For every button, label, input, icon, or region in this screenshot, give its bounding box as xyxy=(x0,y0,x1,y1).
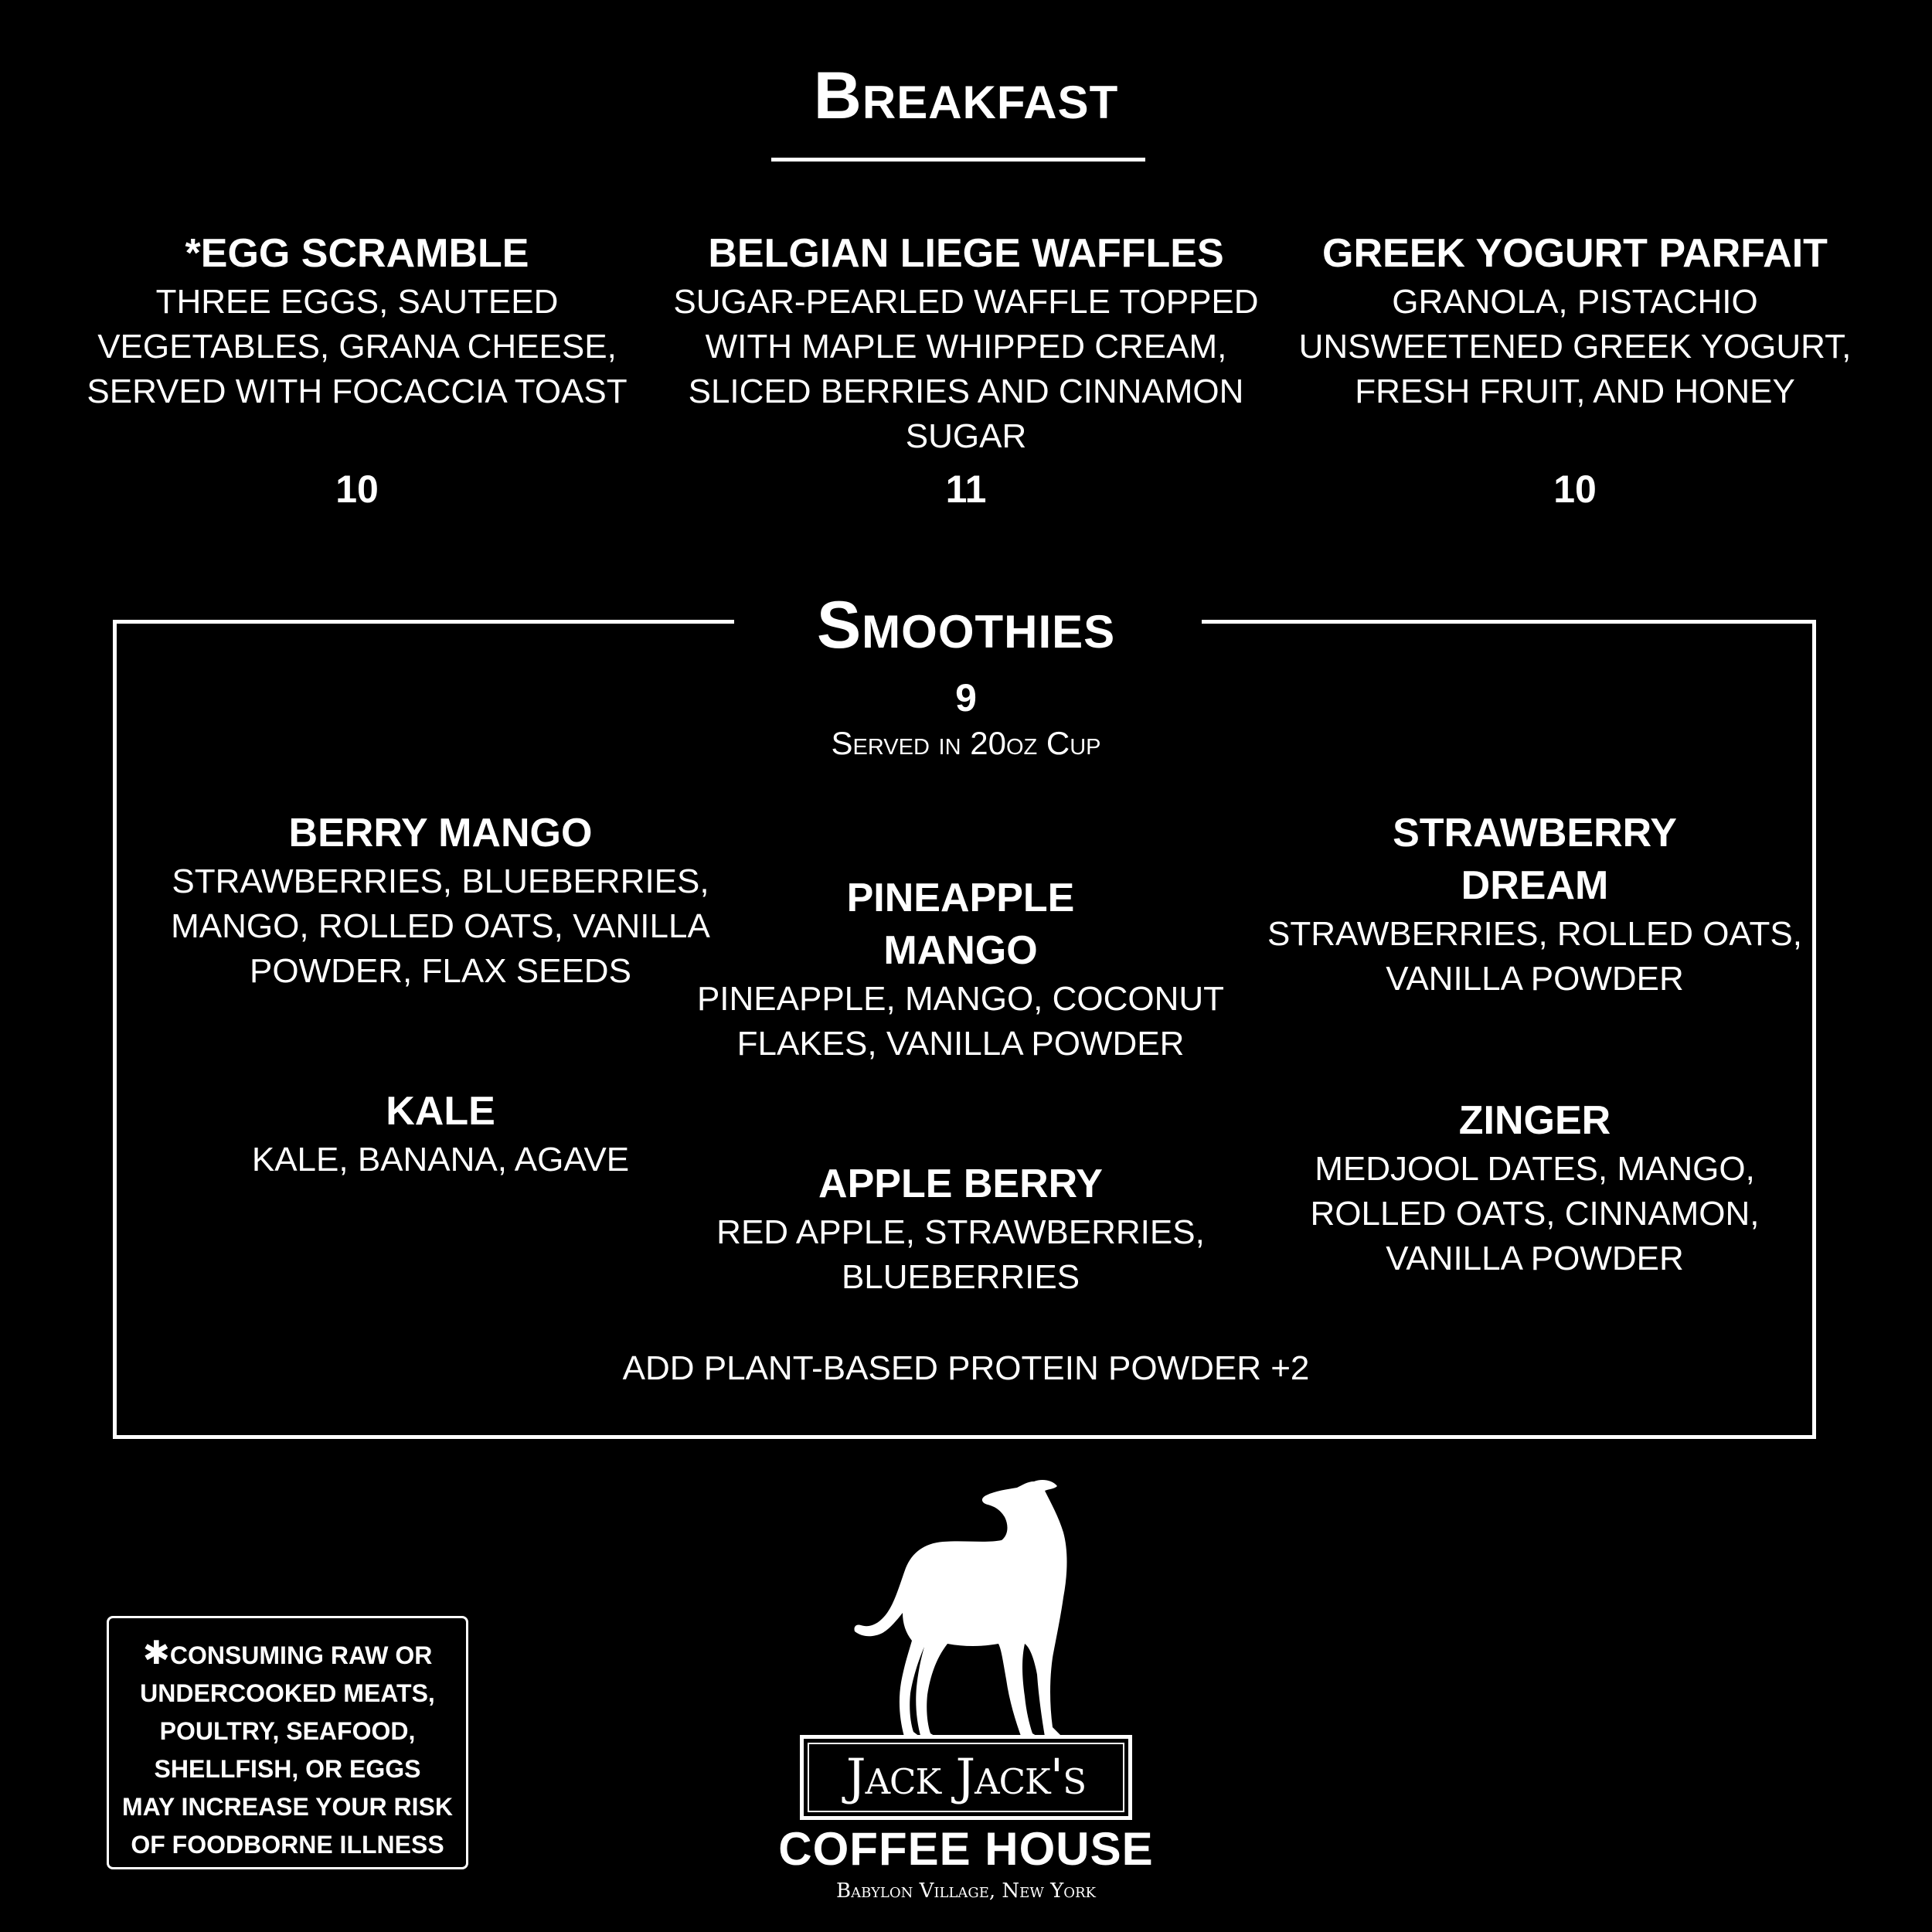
item-name: DREAM xyxy=(1461,863,1609,908)
item-desc-line: STRAWBERRIES, ROLLED OATS, xyxy=(1267,915,1802,953)
item-desc-line: SUGAR xyxy=(905,417,1027,455)
smoothie-item-zinger xyxy=(1226,1094,1844,1281)
item-name: GREEK YOGURT PARFAIT xyxy=(1322,231,1828,276)
smoothie-item-strawberry-dream xyxy=(1226,807,1844,1002)
item-desc-line: RED APPLE, STRAWBERRIES, xyxy=(716,1213,1205,1251)
item-price: 10 xyxy=(335,468,379,511)
item-desc-line: WITH MAPLE WHIPPED CREAM, xyxy=(705,328,1227,366)
item-name: STRAWBERRY xyxy=(1393,811,1677,855)
item-desc-line: PINEAPPLE, MANGO, COCONUT xyxy=(696,980,1225,1018)
item-desc-line: MANGO, ROLLED OATS, VANILLA xyxy=(171,907,710,945)
disclaimer-line: POULTRY, SEAFOOD, xyxy=(159,1717,416,1745)
breakfast-item-belgian-waffles xyxy=(657,227,1275,459)
logo-plate-text: Jack Jack's xyxy=(808,1743,1124,1812)
item-desc-line: KALE, BANANA, AGAVE xyxy=(251,1141,630,1179)
item-desc-line: ROLLED OATS, CINNAMON, xyxy=(1310,1195,1760,1233)
asterisk-icon: ✱ xyxy=(142,1634,170,1671)
item-price: 10 xyxy=(1553,468,1597,511)
item-price: 11 xyxy=(945,468,987,511)
logo-location: Babylon Village, New York xyxy=(835,1879,1097,1903)
item-name: BERRY MANGO xyxy=(288,811,593,855)
smoothies-box-top-right xyxy=(1202,620,1816,624)
smoothies-subtitle: Served in 20oz Cup xyxy=(831,725,1101,761)
item-desc-line: BLUEBERRIES xyxy=(841,1258,1080,1296)
item-name: *EGG SCRAMBLE xyxy=(185,231,529,276)
item-desc-line: GRANOLA, PISTACHIO xyxy=(1392,283,1758,321)
raw-food-disclaimer xyxy=(107,1616,468,1869)
disclaimer-line: UNDERCOOKED MEATS, xyxy=(140,1679,435,1707)
item-name: MANGO xyxy=(883,928,1038,973)
item-desc-line: VANILLA POWDER xyxy=(1386,960,1684,998)
item-desc-line: VEGETABLES, GRANA CHEESE, xyxy=(97,328,617,366)
disclaimer-line: MAY INCREASE YOUR RISK xyxy=(122,1793,453,1821)
item-name: APPLE BERRY xyxy=(818,1162,1103,1206)
item-name: ZINGER xyxy=(1458,1098,1611,1143)
smoothies-title: Smoothies xyxy=(816,588,1116,662)
logo-name: COFFEE HOUSE xyxy=(778,1823,1154,1875)
item-name: BELGIAN LIEGE WAFFLES xyxy=(708,231,1224,276)
disclaimer-line: SHELLFISH, OR EGGS xyxy=(154,1755,421,1783)
disclaimer-line: OF FOODBORNE ILLNESS xyxy=(131,1831,444,1859)
item-desc-line: THREE EGGS, SAUTEED xyxy=(155,283,559,321)
smoothie-item-apple-berry xyxy=(651,1158,1270,1300)
logo-plate xyxy=(800,1735,1132,1820)
item-desc-line: VANILLA POWDER xyxy=(1386,1240,1684,1277)
item-desc-line: STRAWBERRIES, BLUEBERRIES, xyxy=(172,862,709,900)
item-name: KALE xyxy=(386,1089,495,1134)
breakfast-title-underline xyxy=(771,158,1145,162)
item-desc-line: FLAKES, VANILLA POWDER xyxy=(736,1025,1185,1063)
smoothies-box-top-left xyxy=(113,620,734,624)
item-desc-line: MEDJOOL DATES, MANGO, xyxy=(1315,1150,1755,1188)
smoothies-addon: ADD PLANT-BASED PROTEIN POWDER +2 xyxy=(622,1349,1310,1387)
breakfast-title: Breakfast xyxy=(813,59,1119,133)
item-desc-line: SUGAR-PEARLED WAFFLE TOPPED xyxy=(673,283,1259,321)
breakfast-item-egg-scramble xyxy=(48,227,666,414)
greyhound-logo-icon xyxy=(850,1472,1082,1743)
item-desc-line: SERVED WITH FOCACCIA TOAST xyxy=(87,372,628,410)
smoothies-price: 9 xyxy=(955,676,977,719)
disclaimer-line: ✱CONSUMING RAW OR xyxy=(142,1634,433,1671)
item-desc-line: SLICED BERRIES AND CINNAMON xyxy=(688,372,1244,410)
item-desc-line: UNSWEETENED GREEK YOGURT, xyxy=(1298,328,1852,366)
breakfast-item-greek-yogurt xyxy=(1266,227,1884,414)
item-desc-line: POWDER, FLAX SEEDS xyxy=(250,952,631,990)
item-name: PINEAPPLE xyxy=(846,876,1075,920)
smoothie-item-pineapple-mango xyxy=(651,872,1270,1066)
item-desc-line: FRESH FRUIT, AND HONEY xyxy=(1355,372,1795,410)
